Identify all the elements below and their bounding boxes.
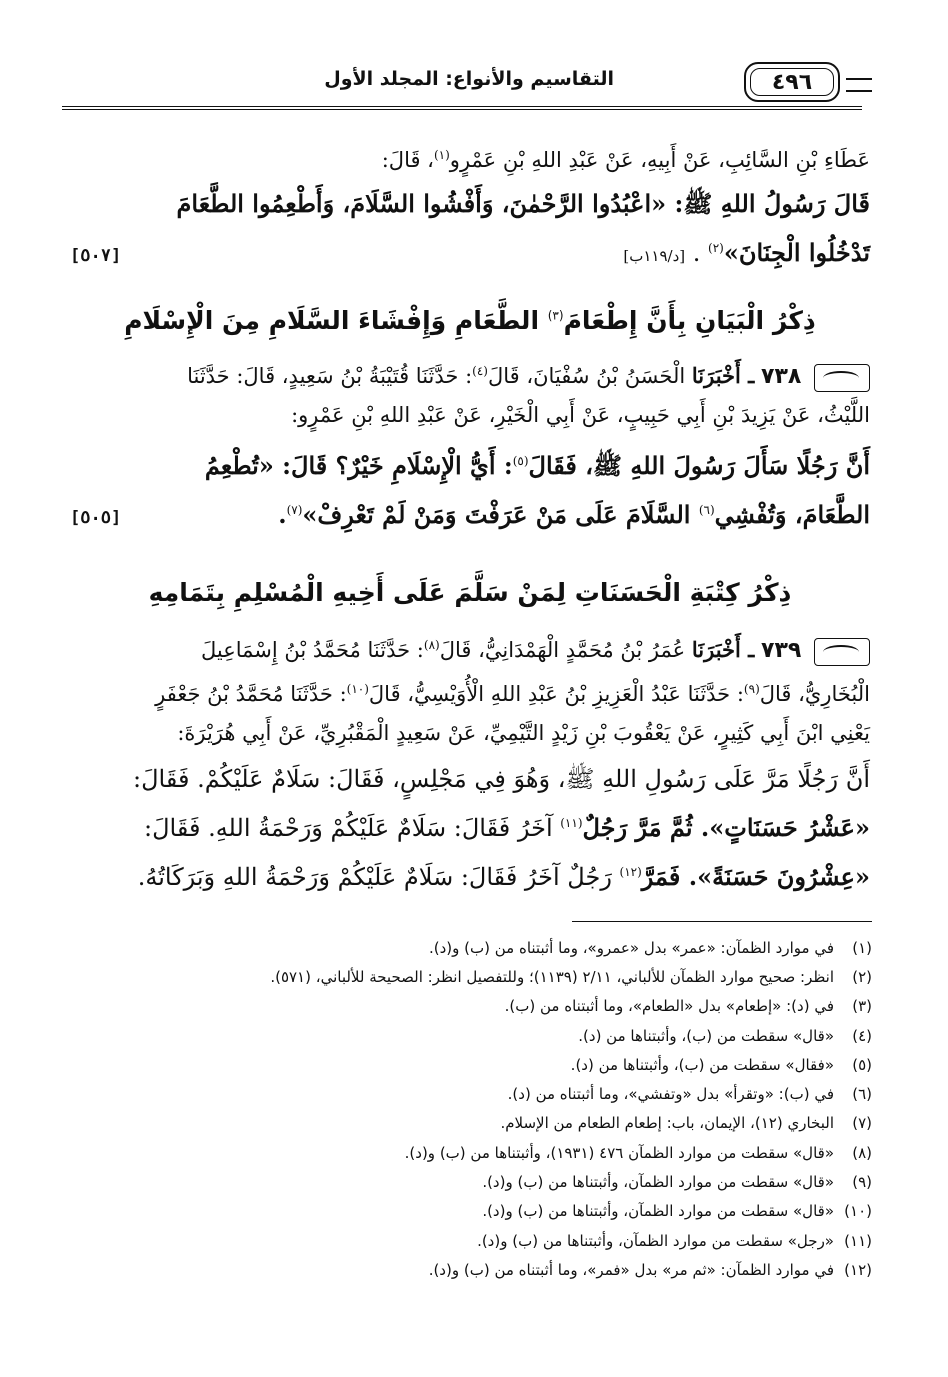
matn-line-3 [70, 850, 870, 899]
footnote-number: (١١) [844, 1231, 872, 1250]
footnote [70, 1255, 872, 1284]
isnad-line-3: يَعْنِي ابْنَ أَبِي كَثِيرٍ، عَنْ يَعْقُوبَ بْنِ زَيْدٍ التَّيْمِيِّ، عَنْ سَعِيدٍ الْمَقْبُرِيِّ، عَنْ أَبِي هُرَيْرَةَ: [177, 721, 870, 745]
footnote-separator [572, 921, 872, 922]
footnote-ref: (٢) [708, 241, 724, 255]
hadith-entry-738 [70, 352, 870, 538]
footnote [70, 1226, 872, 1255]
footnote-text: «قال» سقطت من موارد الظمآن ٤٧٦ (١٩٣١)، وأثبتناها من (ب) و(د). [404, 1143, 834, 1162]
footnote-number: (١٠) [844, 1202, 872, 1221]
footnote-number: (٤) [852, 1026, 872, 1045]
footnote-ref: (٩) [743, 682, 760, 696]
entry-number: ٧٣٨ [761, 364, 802, 389]
footnote-text: في موارد الظمآن: «ثم مر» بدل «فمر»، وما أثبتناه من (ب) و(د). [428, 1260, 834, 1279]
matn-text-cont: آخَرُ فَقَالَ: سَلَامٌ عَلَيْكُمْ وَرَحْمَةُ اللهِ. فَقَالَ: [143, 814, 561, 842]
matn-text: أَنَّ رَجُلًا سَأَلَ رَسُولَ اللهِ ﷺ، فَقَالَ [528, 451, 870, 480]
matn-text: تَدْخُلُوا الْجِنَانَ» [723, 238, 870, 267]
isnad-line-1 [70, 626, 870, 670]
isnad-text: عُمَرُ بْنُ مُحَمَّدٍ الْهَمْدَانِيُّ، قَالَ [439, 638, 692, 662]
matn-text-cont: : أَيُّ الْإِسْلَامِ خَيْرٌ؟ قَالَ: «تُطْعِمُ [204, 451, 513, 480]
footnote-number: (٣) [852, 997, 872, 1016]
hadith-entry-739 [70, 626, 870, 899]
isnad-line-2 [70, 670, 870, 714]
isnad-text: الْبُخَارِيُّ، قَالَ [759, 682, 870, 706]
page-number: ٤٩٦ [771, 69, 813, 95]
page-header [62, 60, 872, 118]
footnote-text: في (د): «إطعام» بدل «الطعام»، وما أثبتناه من (ب). [504, 997, 834, 1016]
footnote-text: في (ب): «وتقرأ» بدل «وتفشي»، وما أثبتناه من (د). [507, 1085, 834, 1104]
footnote-ref: (٣) [547, 308, 564, 323]
matn-line-1: أَنَّ رَجُلًا مَرَّ عَلَى رَسُولِ اللهِ ﷺ، وَهُوَ فِي مَجْلِسٍ، فَقَالَ: سَلَامٌ عَلَيْكُمْ. فَقَالَ: [133, 765, 870, 793]
isnad-text-cont: : حَدَّثَنَا مُحَمَّدُ بْنُ إِسْمَاعِيلَ [200, 638, 424, 662]
akhbarana-label: ـ أَخْبَرَنَا [691, 637, 755, 662]
hadith-reference-number: [٥٠٧] [70, 246, 122, 266]
isnad-line-1 [70, 352, 870, 396]
matn-line-end: تَدْخُلُوا الْجِنَانَ»$^{(٢)}$ . [د/١١٩ب] [٥٠٧] [70, 226, 870, 278]
isnad-text: الْحَسَنُ بْنُ سُفْيَانَ، قَالَ [487, 364, 692, 388]
footnote [70, 992, 872, 1021]
chain-line [70, 136, 870, 180]
footnote-text: «قال» سقطت من (ب)، وأثبتناها من (د). [578, 1026, 834, 1045]
header-rule [62, 106, 862, 110]
footnote [70, 1050, 872, 1079]
isnad-text-cont: : حَدَّثَنَا عَبْدُ الْعَزِيزِ بْنُ عَبْدِ اللهِ الْأُوَيْسِيُّ، قَالَ [368, 682, 744, 706]
matn-text: الطَّعَامَ، وَتُفْشِي [714, 500, 870, 529]
footnote [70, 1079, 872, 1108]
entry-marker-icon [814, 364, 870, 392]
footnote [70, 1109, 872, 1138]
footnote [70, 1167, 872, 1196]
footnote [70, 962, 872, 991]
isnad-text-cont: : حَدَّثَنَا قُتَيْبَةُ بْنُ سَعِيدٍ، قَالَ: حَدَّثَنَا [187, 364, 473, 388]
footnote-number: (٥) [852, 1055, 872, 1074]
footnote-text: «رجل» سقطت من موارد الظمآن، وأثبتناها من (ب) و(د). [477, 1231, 834, 1250]
footnote-ref: (٧) [286, 503, 303, 517]
footnote-text: «قال» سقطت من موارد الظمآن، وأثبتناها من (ب) و(د). [482, 1202, 834, 1221]
footnote-ref: (٨) [423, 638, 440, 652]
page-number-frame [744, 62, 840, 102]
footnote-ref: (٦) [698, 503, 715, 517]
footnote [70, 1197, 872, 1226]
footnote-text: البخاري (١٢)، الإيمان، باب: إطعام الطعام من الإسلام. [500, 1114, 834, 1133]
folio-marker: [د/١١٩ب] [623, 247, 686, 265]
running-title: التقاسيم والأنواع: المجلد الأول [324, 68, 614, 90]
isnad-text-end: : حَدَّثَنَا مُحَمَّدُ بْنُ جَعْفَرٍ [155, 682, 347, 706]
footnote-number: (٦) [852, 1085, 872, 1104]
heading-text-end: الطَّعَامِ وَإِفْشَاءَ السَّلَامِ مِنَ الْإِسْلَامِ [124, 306, 548, 335]
footnote-ref: (١) [433, 148, 450, 162]
isnad-line-2: اللَّيْثُ، عَنْ يَزِيدَ بْنِ أَبِي حَبِيبٍ، عَنْ أَبِي الْخَيْرِ، عَنْ عَبْدِ اللهِ بْنِ عَمْرٍو: [291, 403, 870, 427]
matn-end: . [278, 500, 287, 529]
footnote-text: في موارد الظمآن: «عمر» بدل «عمرو»، وما أثبتناه من (ب) و(د). [429, 938, 834, 957]
footnote-ref: (١١) [560, 816, 583, 830]
matn-line-2 [70, 488, 870, 538]
matn-line-2 [70, 801, 870, 850]
header-ornament [846, 78, 872, 92]
footnote-text: «قال» سقطت من موارد الظمآن، وأثبتناها من (ب) و(د). [482, 1173, 834, 1192]
heading-text: ذِكْرُ الْبَيَانِ بِأَنَّ إِطْعَامَ [563, 306, 816, 335]
akhbarana-label: ـ أَخْبَرَنَا [691, 363, 755, 388]
footnote [70, 1138, 872, 1167]
footnote-ref: (١٢) [619, 865, 642, 879]
footnote-ref: (٥) [512, 454, 529, 468]
section-heading [70, 306, 870, 335]
footnote-text: انظر: صحيح موارد الظمآن للألباني، ٢/١١ (١١٣٩)؛ وللتفصيل انظر: الصحيحة للألباني، (٥٧١). [270, 967, 834, 986]
footnotes [70, 933, 872, 1285]
footnote [70, 1021, 872, 1050]
footnote-number: (١٢) [844, 1260, 872, 1279]
continued-hadith [70, 136, 870, 278]
footnote-text: «فقال» سقطت من (ب)، وأثبتناها من (د). [570, 1055, 834, 1074]
chain-text-end: ، قَالَ: [381, 148, 434, 172]
chain-text: عَطَاءِ بْنِ السَّائِبِ، عَنْ أَبِيهِ، عَنْ عَبْدِ اللهِ بْنِ عَمْرٍو [449, 148, 870, 172]
footnote-ref: (٤) [472, 364, 488, 378]
footnote-number: (٢) [852, 967, 872, 986]
matn-text: «عِشْرُونَ حَسَنَةً». فَمَرَّ [641, 862, 870, 891]
matn-line-1 [70, 439, 870, 488]
footnote-number: (٨) [852, 1143, 872, 1162]
footnote-number: (٧) [852, 1114, 872, 1133]
entry-marker-icon [814, 638, 870, 666]
hadith-reference-number: [٥٠٥] [70, 508, 122, 528]
matn-text-cont: رَجُلٌ آخَرُ فَقَالَ: سَلَامٌ عَلَيْكُمْ وَرَحْمَةُ اللهِ وَبَرَكَاتُهُ. [137, 863, 620, 891]
footnote-number: (١) [852, 938, 872, 957]
footnote [70, 933, 872, 962]
matn-text: «عَشْرُ حَسَنَاتٍ». ثُمَّ مَرَّ رَجُلٌ [582, 813, 870, 842]
entry-number: ٧٣٩ [761, 638, 802, 663]
footnote-number: (٩) [852, 1173, 872, 1192]
matn-line: قَالَ رَسُولُ اللهِ ﷺ: «اعْبُدُوا الرَّحْمٰنَ، وَأَفْشُوا السَّلَامَ، وَأَطْعِمُوا الطَّعَامَ [176, 189, 870, 218]
matn-text-cont: السَّلَامَ عَلَى مَنْ عَرَفْتَ وَمَنْ لَمْ تَعْرِفْ» [302, 500, 699, 529]
section-heading: ذِكْرُ كِتْبَةِ الْحَسَنَاتِ لِمَنْ سَلَّمَ عَلَى أَخِيهِ الْمُسْلِمِ بِتَمَامِهِ [148, 578, 792, 607]
footnote-ref: (١٠) [346, 682, 369, 696]
